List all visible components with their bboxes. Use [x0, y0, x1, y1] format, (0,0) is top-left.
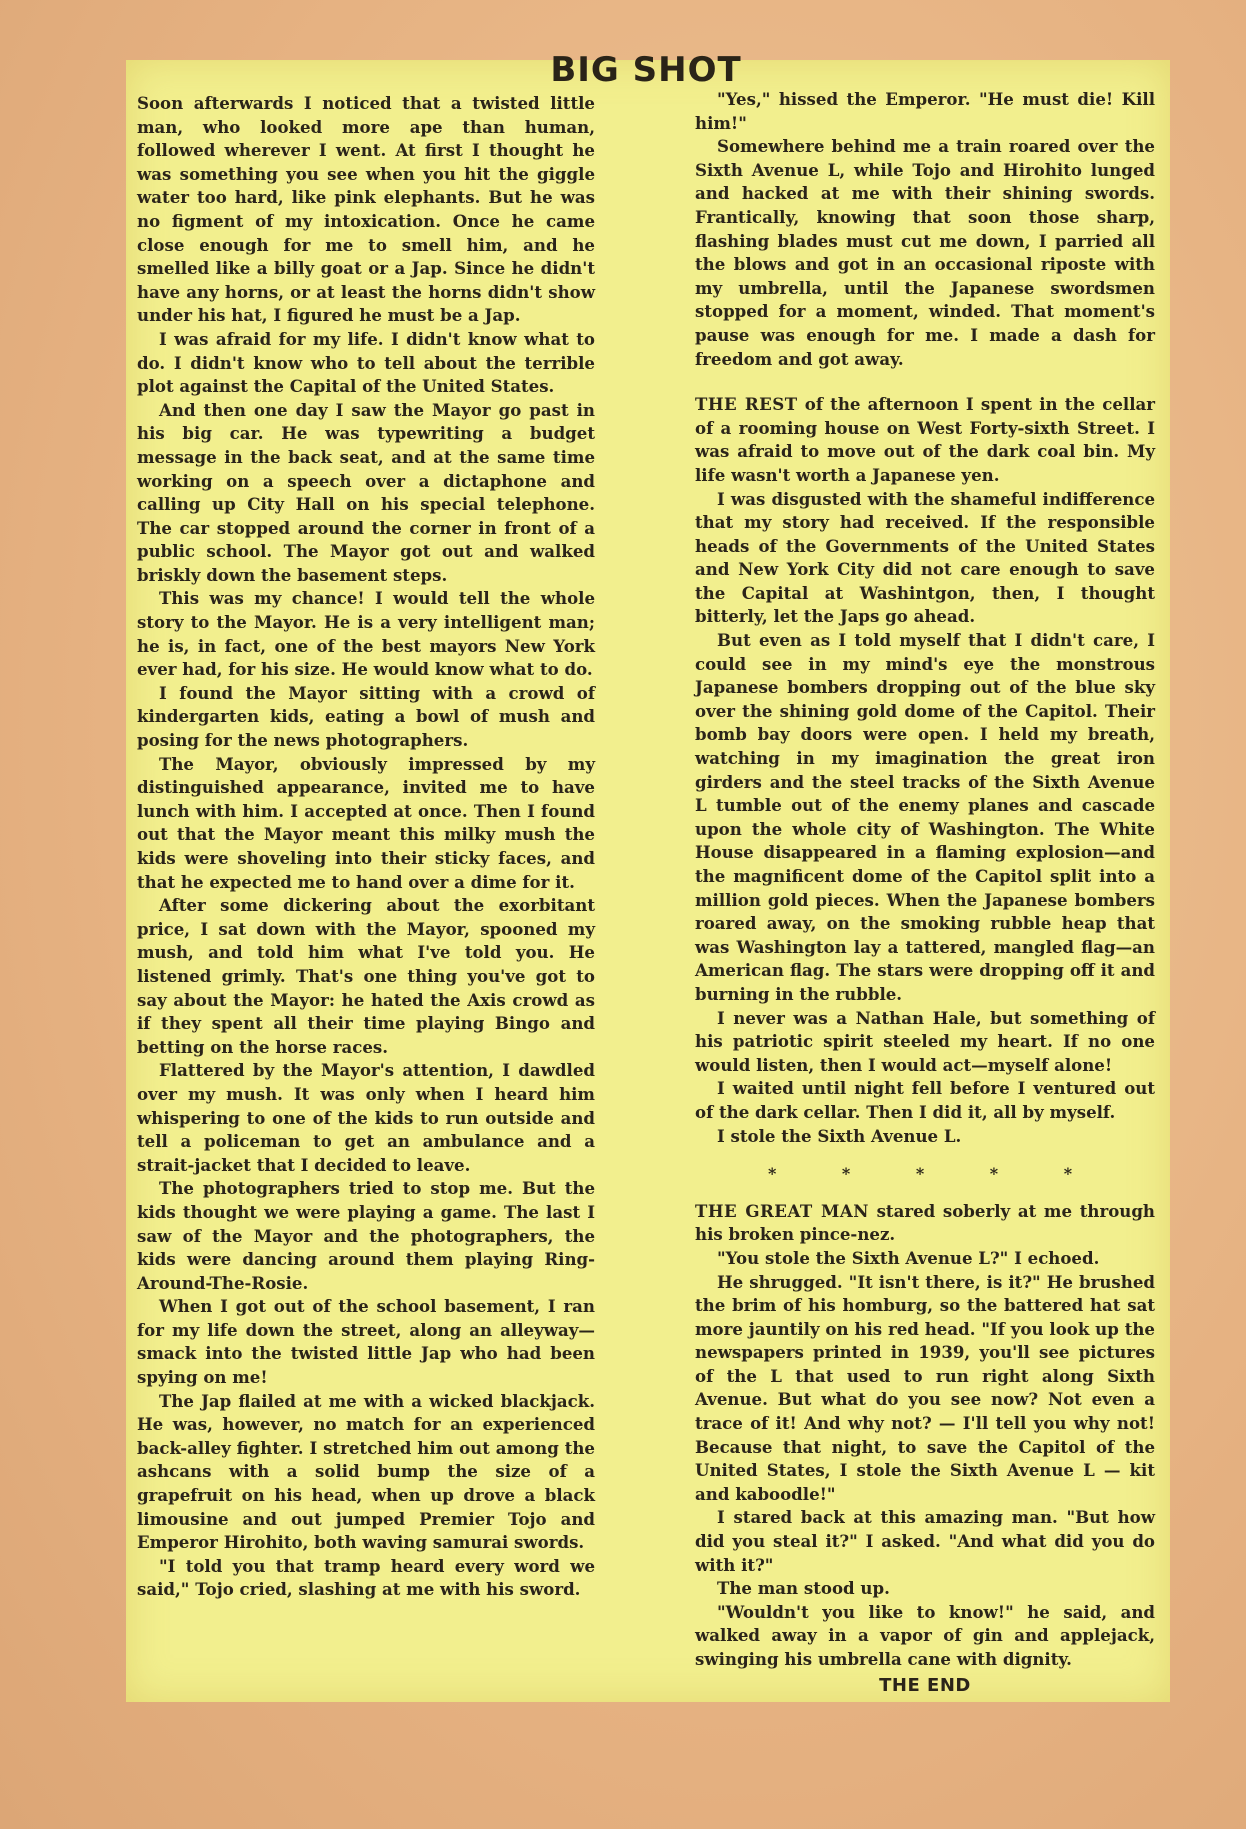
- left-column: [137, 92, 595, 1602]
- paragraph: After some dickering about the exorbitant price, I sat down with the Mayor, spooned my mush, and told him what I've told you. He listened grimly. That's one thing you've got to say about the Mayor: he hated the Axis crowd as if they spent all their time playing Bingo and betting on the horse races.: [137, 895, 595, 1057]
- paragraph: The man stood up.: [717, 1578, 890, 1599]
- paragraph: I never was a Nathan Hale, but something of his patriotic spirit steeled my heart. If no one would listen, then I would act—myself alone!: [695, 1007, 1155, 1075]
- paragraph: He shrugged. "It isn't there, is it?" He brushed the brim of his homburg, so the battered hat sat more jauntily on his red head. "If you look up the newspapers printed in 1939, you'll see pictures of the L that used to run right along Sixth Avenue. But what do you see now? Not even a trace of it! And why not? — I'll tell you why not! Because that night, to save the Capitol of the United States, I stole the Sixth Avenue L — kit and kaboodle!": [695, 1271, 1155, 1504]
- section-separator: * * * * *: [767, 1164, 1103, 1184]
- paragraph: I was disgusted with the shameful indifference that my story had received. If the responsible heads of the Governments of the United States and New York City did not care enough to save the Capital at Washintgon, then, I thought bitterly, let the Japs go ahead.: [695, 488, 1155, 627]
- section-lead-caps: THE REST: [695, 394, 798, 415]
- paragraph: I stole the Sixth Avenue L.: [717, 1125, 962, 1146]
- paragraph: The photographers tried to stop me. But the kids thought we were playing a game. The last I saw of the Mayor and the photographers, the kids were dancing around them playing Ring-Around-The-Rosie.: [137, 1178, 595, 1293]
- paragraph: "You stole the Sixth Avenue L?" I echoed.: [717, 1247, 1100, 1268]
- paragraph: I found the Mayor sitting with a crowd of kindergarten kids, eating a bowl of mush and posing for the news photographers.: [137, 682, 595, 751]
- paragraph: "Yes," hissed the Emperor. "He must die! Kill him!": [695, 89, 1155, 133]
- section-start-paragraph: [695, 1200, 1155, 1247]
- paragraph: When I got out of the school basement, I ran for my life down the street, along an alleyway—smack into the twisted little Jap who had been spying on me!: [137, 1296, 595, 1388]
- paragraph: Soon afterwards I noticed that a twisted little man, who looked more ape than human, followed wherever I went. At first I thought he was something you see when you hit the giggle water too hard, like pink elephants. But he was no figment of my intoxication. Once he came close enough for me to smell him, and he smelled like a billy goat or a Jap. Since he didn't have any horns, or at least the horns didn't show under his hat, I figured he must be a Jap.: [137, 93, 595, 326]
- section-start-paragraph: [695, 393, 1155, 487]
- paragraph: "I told you that tramp heard every word we said," Tojo cried, slashing at me with his sword.: [137, 1555, 595, 1600]
- paragraph: The Mayor, obviously impressed by my distinguished appearance, invited me to have lunch with him. I accepted at once. Then I found out that the Mayor meant this milky mush the kids were shoveling into their sticky faces, and that he expected me to hand over a dime for it.: [137, 753, 595, 892]
- paragraph: And then one day I saw the Mayor go past in his big car. He was typewriting a budget message in the back seat, and at the same time working on a speech over a dictaphone and calling up City Hall on his special telephone. The car stopped around the corner in front of a public school. The Mayor got out and walked briskly down the basement steps.: [137, 399, 595, 585]
- paragraph: But even as I told myself that I didn't care, I could see in my mind's eye the monstrous Japanese bombers dropping out of the blue sky over the shining gold dome of the Capitol. Their bomb bay doors were open. I held my breath, watching in my imagination the great iron girders and the steel tracks of the Sixth Avenue L tumble out of the enemy planes and cascade upon the whole city of Washington. The White House disappeared in a flaming explosion—and the magnificent dome of the Capitol split into a million gold pieces. When the Japanese bombers roared away, on the smoking rubble heap that was Washington lay a tattered, mangled flag—an American flag. The stars were dropping off it and burning in the rubble.: [695, 630, 1155, 1004]
- paragraph: I was afraid for my life. I didn't know what to do. I didn't know who to tell about the terrible plot against the Capital of the United States.: [137, 328, 595, 397]
- page-title: BIG SHOT: [550, 50, 742, 90]
- paragraph: Flattered by the Mayor's attention, I dawdled over my mush. It was only when I heard him whispering to one of the kids to run outside and tell a policeman to get an ambulance and a strait-jacket that I decided to leave.: [137, 1060, 595, 1175]
- paragraph: I stared back at this amazing man. "But how did you steal it?" I asked. "And what did you do with it?": [695, 1507, 1155, 1575]
- paragraph: "Wouldn't you like to know!" he said, and walked away in a vapor of gin and applejack, swinging his umbrella cane with dignity.: [695, 1601, 1155, 1669]
- section-lead-text: of the afternoon I spent in the cellar of a rooming house on West Forty-sixth Street. I was afraid to move out of the dark coal bin. My life wasn't worth a Japanese yen.: [695, 394, 1155, 485]
- section-lead-caps: THE GREAT MAN: [695, 1200, 869, 1221]
- paragraph: The Jap flailed at me with a wicked blackjack. He was, however, no match for an experienced back-alley fighter. I stretched him out among the ashcans with a solid bump the size of a grapefruit on his head, when up drove a black limousine and out jumped Premier Tojo and Emperor Hirohito, both waving samurai swords.: [137, 1390, 595, 1553]
- section-lead-text: stared soberly at me through his broken pince-nez.: [695, 1200, 1155, 1245]
- paragraph: Somewhere behind me a train roared over the Sixth Avenue L, while Tojo and Hirohito lunged and hacked at me with their shining swords. Frantically, knowing that soon those sharp, flashing blades must cut me down, I parried all the blows and got in an occasional riposte with my umbrella, until the Japanese swordsmen stopped for a moment, winded. That moment's pause was enough for me. I made a dash for freedom and got away.: [695, 136, 1155, 369]
- paragraph: This was my chance! I would tell the whole story to the Mayor. He is a very intelligent man; he is, in fact, one of the best mayors New York ever had, for his size. He would know what to do.: [137, 588, 595, 680]
- right-column: [695, 88, 1155, 1697]
- paragraph: I waited until night fell before I ventured out of the dark cellar. Then I did it, all by myself.: [695, 1078, 1155, 1122]
- the-end-label: THE END: [879, 1674, 971, 1696]
